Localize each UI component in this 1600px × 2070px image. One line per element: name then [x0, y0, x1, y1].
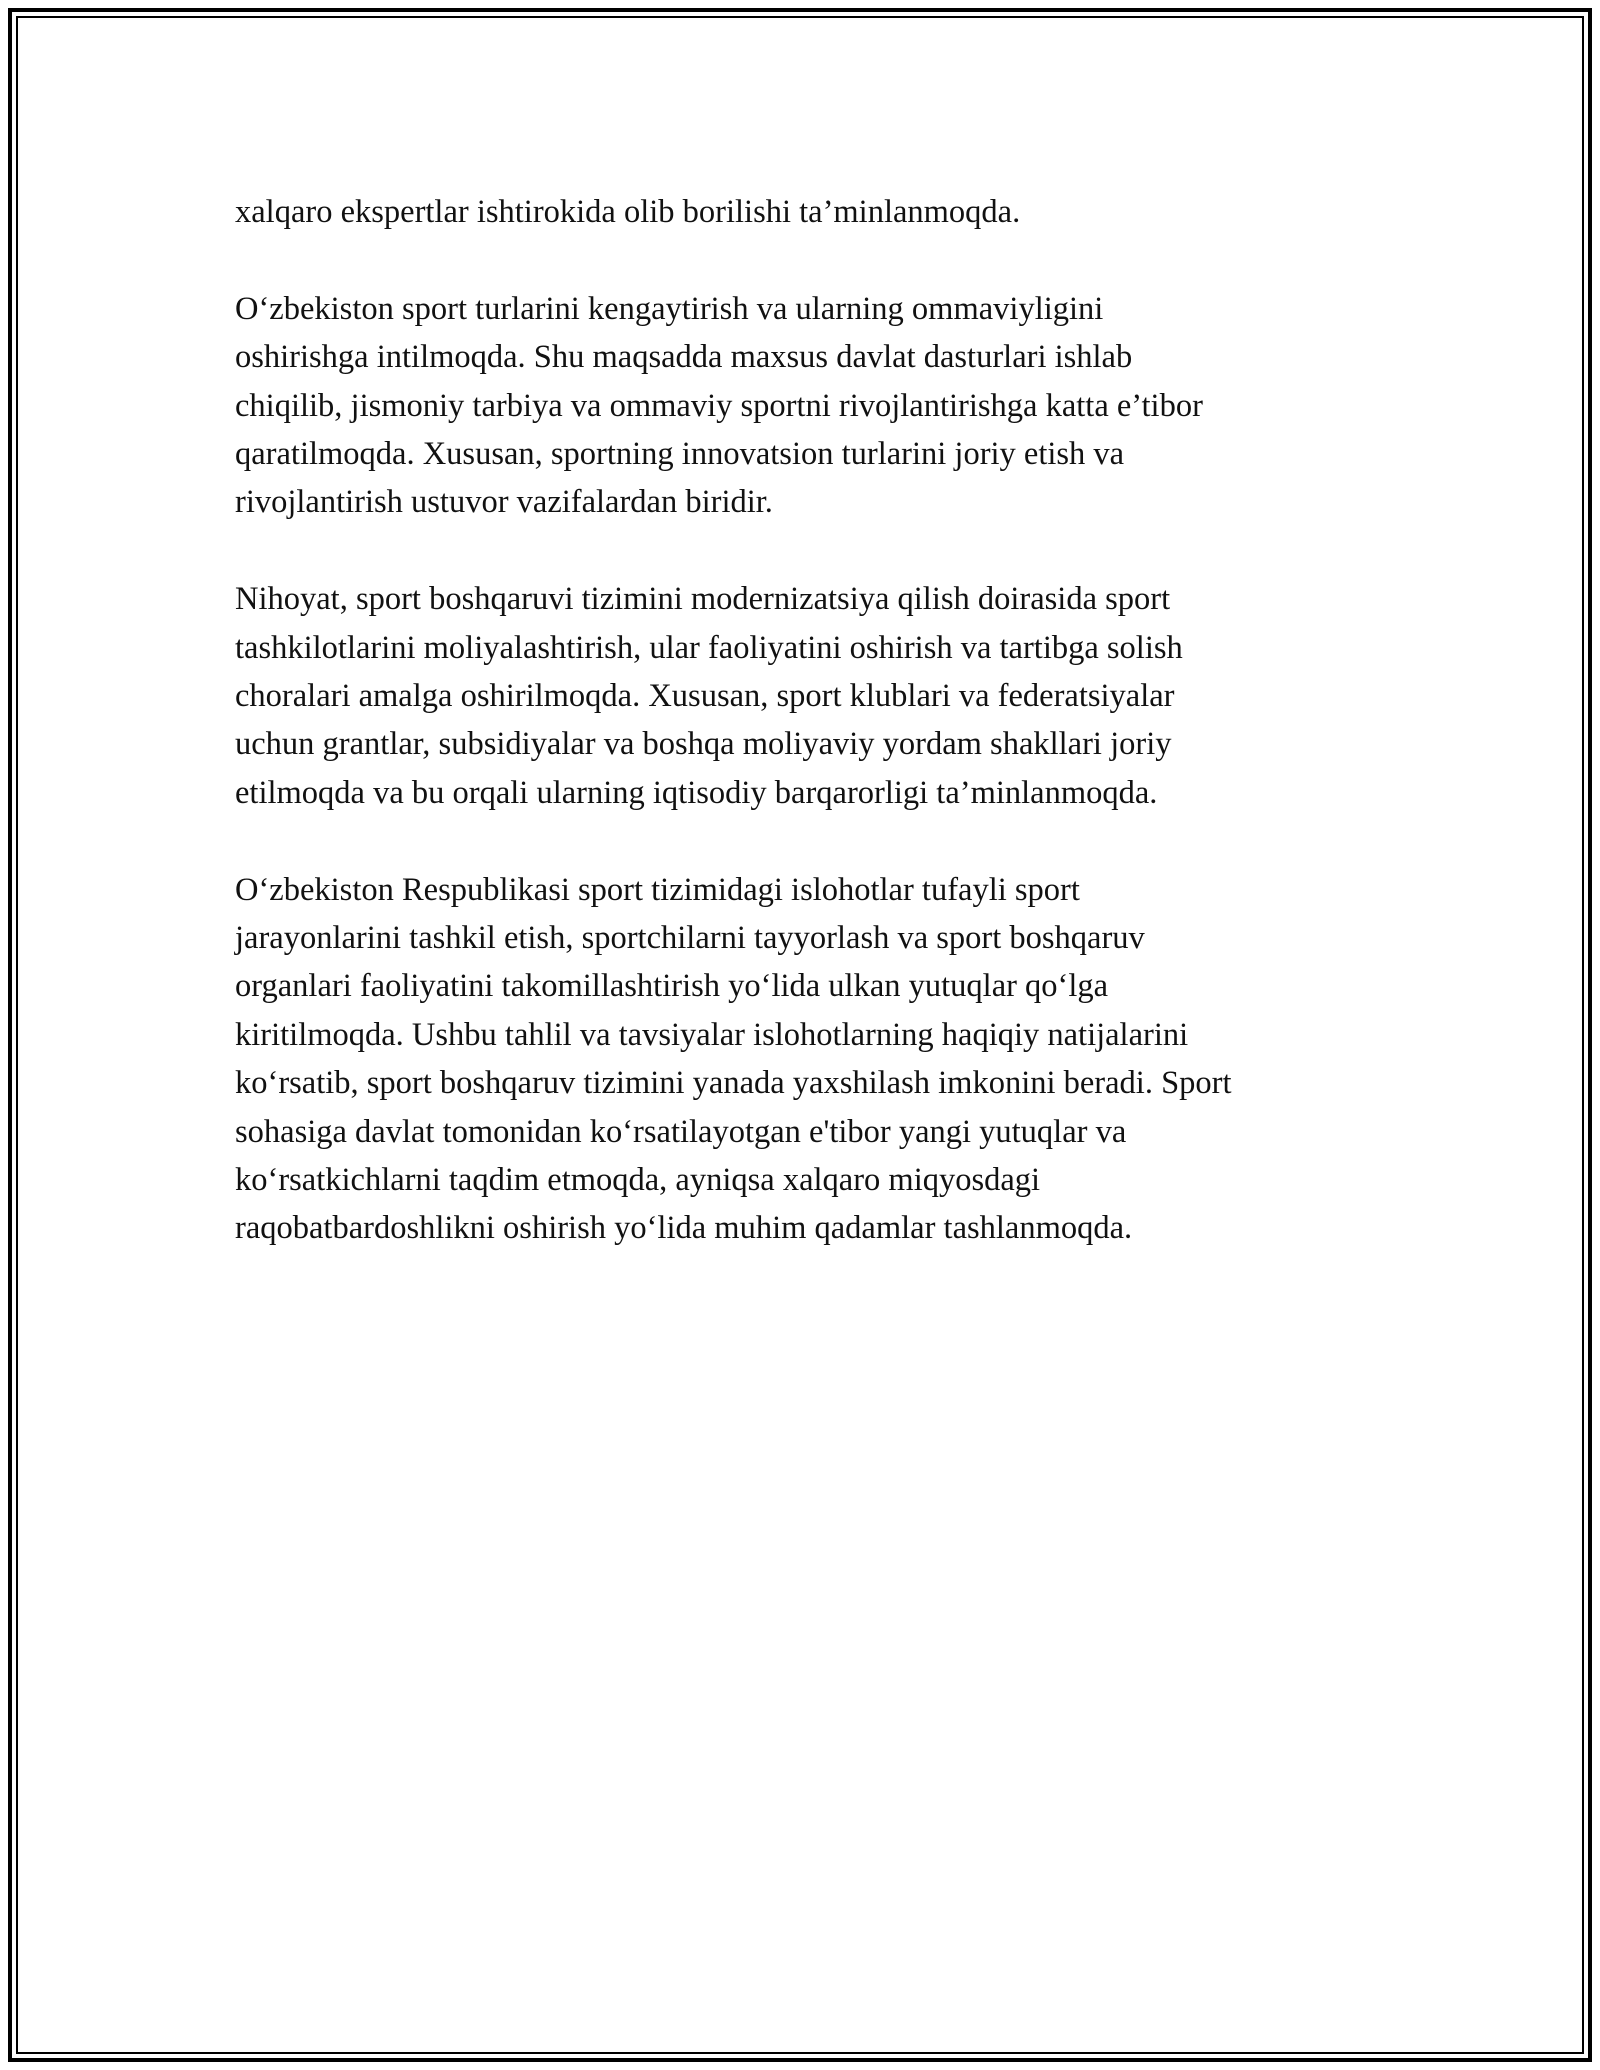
text-line: oshirishga intilmoqda. Shu maqsadda maxsus davlat dasturlari ishlab: [235, 339, 1133, 376]
text-line: ko‘rsatkichlarni taqdim etmoqda, ayniqsa xalqaro miqyosdagi: [235, 1162, 1041, 1199]
text-line: uchun grantlar, subsidiyalar va boshqa moliyaviy yordam shakllari joriy: [235, 726, 1172, 763]
text-line: choralari amalga oshirilmoqda. Xususan, sport klublari va federatsiyalar: [235, 678, 1175, 715]
text-line: raqobatbardoshlikni oshirish yo‘lida muhim qadamlar tashlanmoqda.: [235, 1210, 1133, 1247]
paragraph-2: [235, 285, 1385, 527]
text-line: O‘zbekiston sport turlarini kengaytirish va ularning ommaviyligini: [235, 290, 1104, 327]
document-body: [235, 188, 1385, 1301]
text-line: etilmoqda va bu orqali ularning iqtisodiy barqarorligi ta’minlanmoqda.: [235, 774, 1158, 811]
paragraph-1: [235, 188, 1385, 236]
text-line: Nihoyat, sport boshqaruvi tizimini modernizatsiya qilish doirasida sport: [235, 581, 1171, 618]
text-line: xalqaro ekspertlar ishtirokida olib borilishi ta’minlanmoqda.: [235, 194, 1021, 230]
text-line: jarayonlarini tashkil etish, sportchilarni tayyorlash va sport boshqaruv: [235, 920, 1145, 957]
text-line: kiritilmoqda. Ushbu tahlil va tavsiyalar islohotlarning haqiqiy natijalarini: [235, 1016, 1189, 1053]
text-line: ko‘rsatib, sport boshqaruv tizimini yanada yaxshilash imkonini beradi. Sport: [235, 1065, 1232, 1102]
text-line: sohasiga davlat tomonidan ko‘rsatilayotgan e'tibor yangi yutuqlar va: [235, 1113, 1127, 1150]
text-line: chiqilib, jismoniy tarbiya va ommaviy sportni rivojlantirishga katta e’tibor: [235, 387, 1203, 424]
text-line: O‘zbekiston Respublikasi sport tizimidagi islohotlar tufayli sport: [235, 871, 1080, 908]
paragraph-4: [235, 866, 1385, 1253]
text-line: rivojlantirish ustuvor vazifalardan biridir.: [235, 484, 773, 521]
text-line: qaratilmoqda. Xususan, sportning innovatsion turlarini joriy etish va: [235, 436, 1125, 473]
text-line: tashkilotlarini moliyalashtirish, ular faoliyatini oshirish va tartibga solish: [235, 629, 1183, 666]
paragraph-3: [235, 575, 1385, 817]
text-line: organlari faoliyatini takomillashtirish yo‘lida ulkan yutuqlar qo‘lga: [235, 968, 1109, 1005]
